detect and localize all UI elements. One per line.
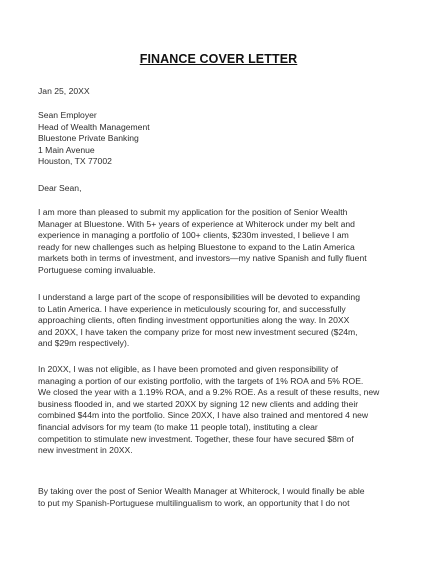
paragraph-line: financial advisors for my team (to make 11 people total), instituting a clear — [38, 421, 318, 432]
paragraph-line: Manager at Bluestone. With 5+ years of experience at Whiterock under my belt and — [38, 218, 355, 229]
paragraph-closing — [38, 486, 408, 509]
paragraph-line: to put my Spanish-Portuguese multilingualism to work, an opportunity that I do not — [38, 497, 350, 508]
address-line: Houston, TX 77002 — [38, 156, 112, 167]
recipient-address — [38, 110, 408, 168]
paragraph-line: markets both in terms of investment, and investors—my native Spanish and fully fluent — [38, 253, 367, 264]
paragraph-line: experience in managing a portfolio of 100+ clients, $230m invested, I believe I am — [38, 230, 349, 241]
paragraph-line: competition to stimulate new investment. Together, these four have secured $8m of — [38, 433, 354, 444]
paragraph-line: ready for new challenges such as helping Bluestone to expand to the Latin America — [38, 241, 355, 252]
paragraph-promotion — [38, 364, 408, 457]
paragraph-line: and $29m respectively). — [38, 338, 130, 349]
paragraph-line: We closed the year with a 1.19% ROA, and a 9.2% ROE. As a result of these results, new — [38, 387, 380, 398]
page-title: FINANCE COVER LETTER — [139, 52, 298, 66]
letter-date: Jan 25, 20XX — [38, 86, 90, 96]
paragraph-line: approaching clients, often finding investment opportunities along the way. In 20XX — [38, 315, 350, 326]
paragraph-line: new investment in 20XX. — [38, 445, 133, 456]
address-line: 1 Main Avenue — [38, 144, 95, 155]
paragraph-line: business flooded in, and we started 20XX by signing 12 new clients and adding their — [38, 398, 359, 409]
salutation: Dear Sean, — [38, 183, 82, 193]
address-line: Sean Employer — [38, 110, 97, 120]
paragraph-latin-america — [38, 292, 408, 350]
paragraph-line: I understand a large part of the scope of responsibilities will be devoted to expanding — [38, 292, 360, 302]
paragraph-line: managing a portion of our existing portfolio, with the targets of 1% ROA and 5% ROE. — [38, 375, 364, 386]
paragraph-line: I am more than pleased to submit my application for the position of Senior Wealth — [38, 207, 348, 217]
paragraph-intro — [38, 207, 408, 277]
address-line: Head of Wealth Management — [38, 121, 150, 132]
paragraph-line: Portuguese coming invaluable. — [38, 264, 156, 275]
paragraph-line: combined $44m into the portfolio. Since 20XX, I have also trained and mentored 4 new — [38, 410, 369, 421]
paragraph-line: By taking over the post of Senior Wealth Manager at Whiterock, I would finally be able — [38, 486, 365, 496]
address-line: Bluestone Private Banking — [38, 133, 139, 144]
paragraph-line: to Latin America. I have experience in meticulously scouring for, and successfully — [38, 303, 346, 314]
paragraph-line: and 20XX, I have taken the company prize for most new investment secured ($24m, — [38, 326, 358, 337]
paragraph-line: In 20XX, I was not eligible, as I have been promoted and given responsibility of — [38, 364, 339, 374]
